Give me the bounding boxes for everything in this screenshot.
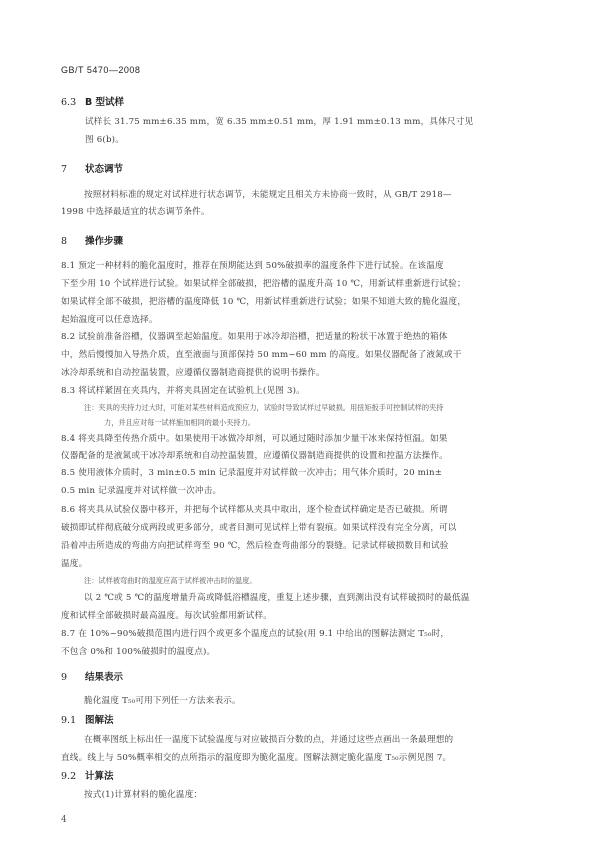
paragraph-line: 按式(1)计算材料的脆化温度： [84, 790, 203, 800]
section-number: 8 [61, 236, 68, 247]
standard-number-header: GB/T 5470—2008 [61, 65, 141, 75]
paragraph-line: 中，然后慢慢加入导热介质，直至液面与顶部保持 50 mm~60 mm 的高度。如果仪器配备了液氮或干 [61, 350, 462, 360]
paragraph-line: 下至少用 10 个试样进行试验。如果试样全部破损，把浴槽的温度升高 10 ℃，用新试样重新进行试验； [61, 279, 466, 289]
note-line: 力，并且应对每一试样施加相同的最小夹持力。 [104, 418, 255, 427]
paragraph-line: 8.6 将夹具从试验仪器中移开，并把每个试样都从夹具中取出，逐个检查试样确定是否已破损。所谓 [61, 505, 448, 515]
section-number: 9 [61, 672, 68, 683]
section-number: 9.2 [61, 771, 77, 782]
note-line: 注：夹具的夹持力过大时，可能对某些材料造成预应力，试验时导致试样过早破损。用扭矩扳手可控制试样的夹持 [84, 403, 444, 412]
paragraph-line: 脆化温度 T₅₀可用下列任一方法来表示。 [84, 696, 241, 706]
section-7-heading [61, 165, 123, 175]
paragraph-line: 如果试样全部不破损，把浴槽的温度降低 10 ℃，用新试样重新进行试验；如果不知道大致的脆化温度， [61, 297, 467, 307]
paragraph-line: 沿着冲击所造成的弯曲方向把试样弯至 90 ℃，然后检查弯曲部分的裂缝。记录试样破损数目和试验 [61, 541, 449, 551]
paragraph-line: 在概率图纸上标出任一温度下试验温度与对应破损百分数的点，并通过这些点画出一条最理想的 [84, 735, 454, 745]
section-title: 结果表示 [85, 672, 124, 683]
paragraph-line: 8.7 在 10%~90%破损范围内进行四个或更多个温度点的试验(用 9.1 中给出的图解法测定 T₅₀时， [61, 629, 450, 639]
paragraph-line: 8.2 试验前准备浴槽，仪器调至起始温度。如果用于冰冷却浴槽，把适量的粉状干冰置于绝热的箱体 [61, 332, 448, 342]
section-number: 9.1 [61, 715, 77, 726]
page-number: 4 [61, 815, 67, 825]
paragraph-line: 冰冷却系统和自动控温装置，应遵循仪器制造商提供的说明书操作。 [61, 368, 325, 378]
paragraph-line: 1998 中选择最适宜的状态调节条件。 [61, 207, 210, 217]
paragraph-line: 以 2 ℃或 5 ℃的温度增量升高或降低浴槽温度，重复上述步骤，直到测出没有试样破损时的最低温 [84, 593, 470, 603]
section-title: 图解法 [85, 715, 114, 726]
paragraph-line: 图 6(b)。 [85, 135, 124, 145]
paragraph-line: 直线。线上与 50%概率相交的点所指示的温度即为脆化温度。图解法测定脆化温度 T₅₀示例见图 7。 [61, 753, 452, 763]
paragraph-line: 仪器配备的是液氮或干冰冷却系统和自动控温装置，应遵循仪器制造商提供的设置和控温方法操作。 [61, 451, 448, 461]
paragraph-line: 0.5 min 记录温度并对试样做一次冲击。 [61, 486, 222, 496]
paragraph-line: 8.5 使用液体介质时，3 min±0.5 min 记录温度并对试样做一次冲击；用气体介质时，20 min± [61, 468, 443, 478]
paragraph-line: 不包含 0%和 100%破损时的温度点)。 [61, 647, 216, 657]
section-title: B 型试样 [85, 97, 125, 108]
paragraph-line: 8.3 将试样紧固在夹具内，并将夹具固定在试验机上(见图 3)。 [61, 386, 305, 396]
section-number: 7 [61, 164, 68, 175]
section-title: 状态调节 [85, 164, 124, 175]
section-9-heading [61, 673, 123, 683]
section-title: 操作步骤 [85, 236, 124, 247]
paragraph-line: 破损即试样彻底破分成两段或更多部分，或者目测可见试样上带有裂痕。如果试样没有完全分离，可以 [61, 523, 457, 533]
section-6-3-heading [61, 98, 124, 108]
paragraph-line: 度和试样全部破损时最高温度。每次试验都用新试样。 [61, 611, 273, 621]
section-title: 计算法 [85, 771, 114, 782]
paragraph-line: 起始温度可以任意选择。 [61, 315, 158, 325]
note-line: 注：试样被弯曲时的温度应高于试样被冲击时的温度。 [84, 576, 257, 585]
section-8-heading [61, 237, 123, 247]
paragraph-line: 按照材料标准的规定对试样进行状态调节，未能规定且相关方未协商一致时，从 GB/T 2918— [84, 190, 452, 200]
section-9-1-heading [61, 716, 114, 726]
paragraph-line: 8.1 预定一种材料的脆化温度时，推荐在预期能达到 50%破损率的温度条件下进行试验。在该温度 [61, 261, 444, 271]
paragraph-line: 试样长 31.75 mm±6.35 mm，宽 6.35 mm±0.51 mm，厚 1.91 mm±0.13 mm，具体尺寸见 [85, 117, 474, 127]
section-number: 6.3 [61, 97, 77, 108]
paragraph-line: 温度。 [61, 559, 88, 569]
paragraph-line: 8.4 将夹具降至传热介质中。如果使用干冰做冷却剂，可以通过随时添加少量干冰来保持恒温。如果 [61, 434, 448, 444]
section-9-2-heading [61, 772, 114, 782]
